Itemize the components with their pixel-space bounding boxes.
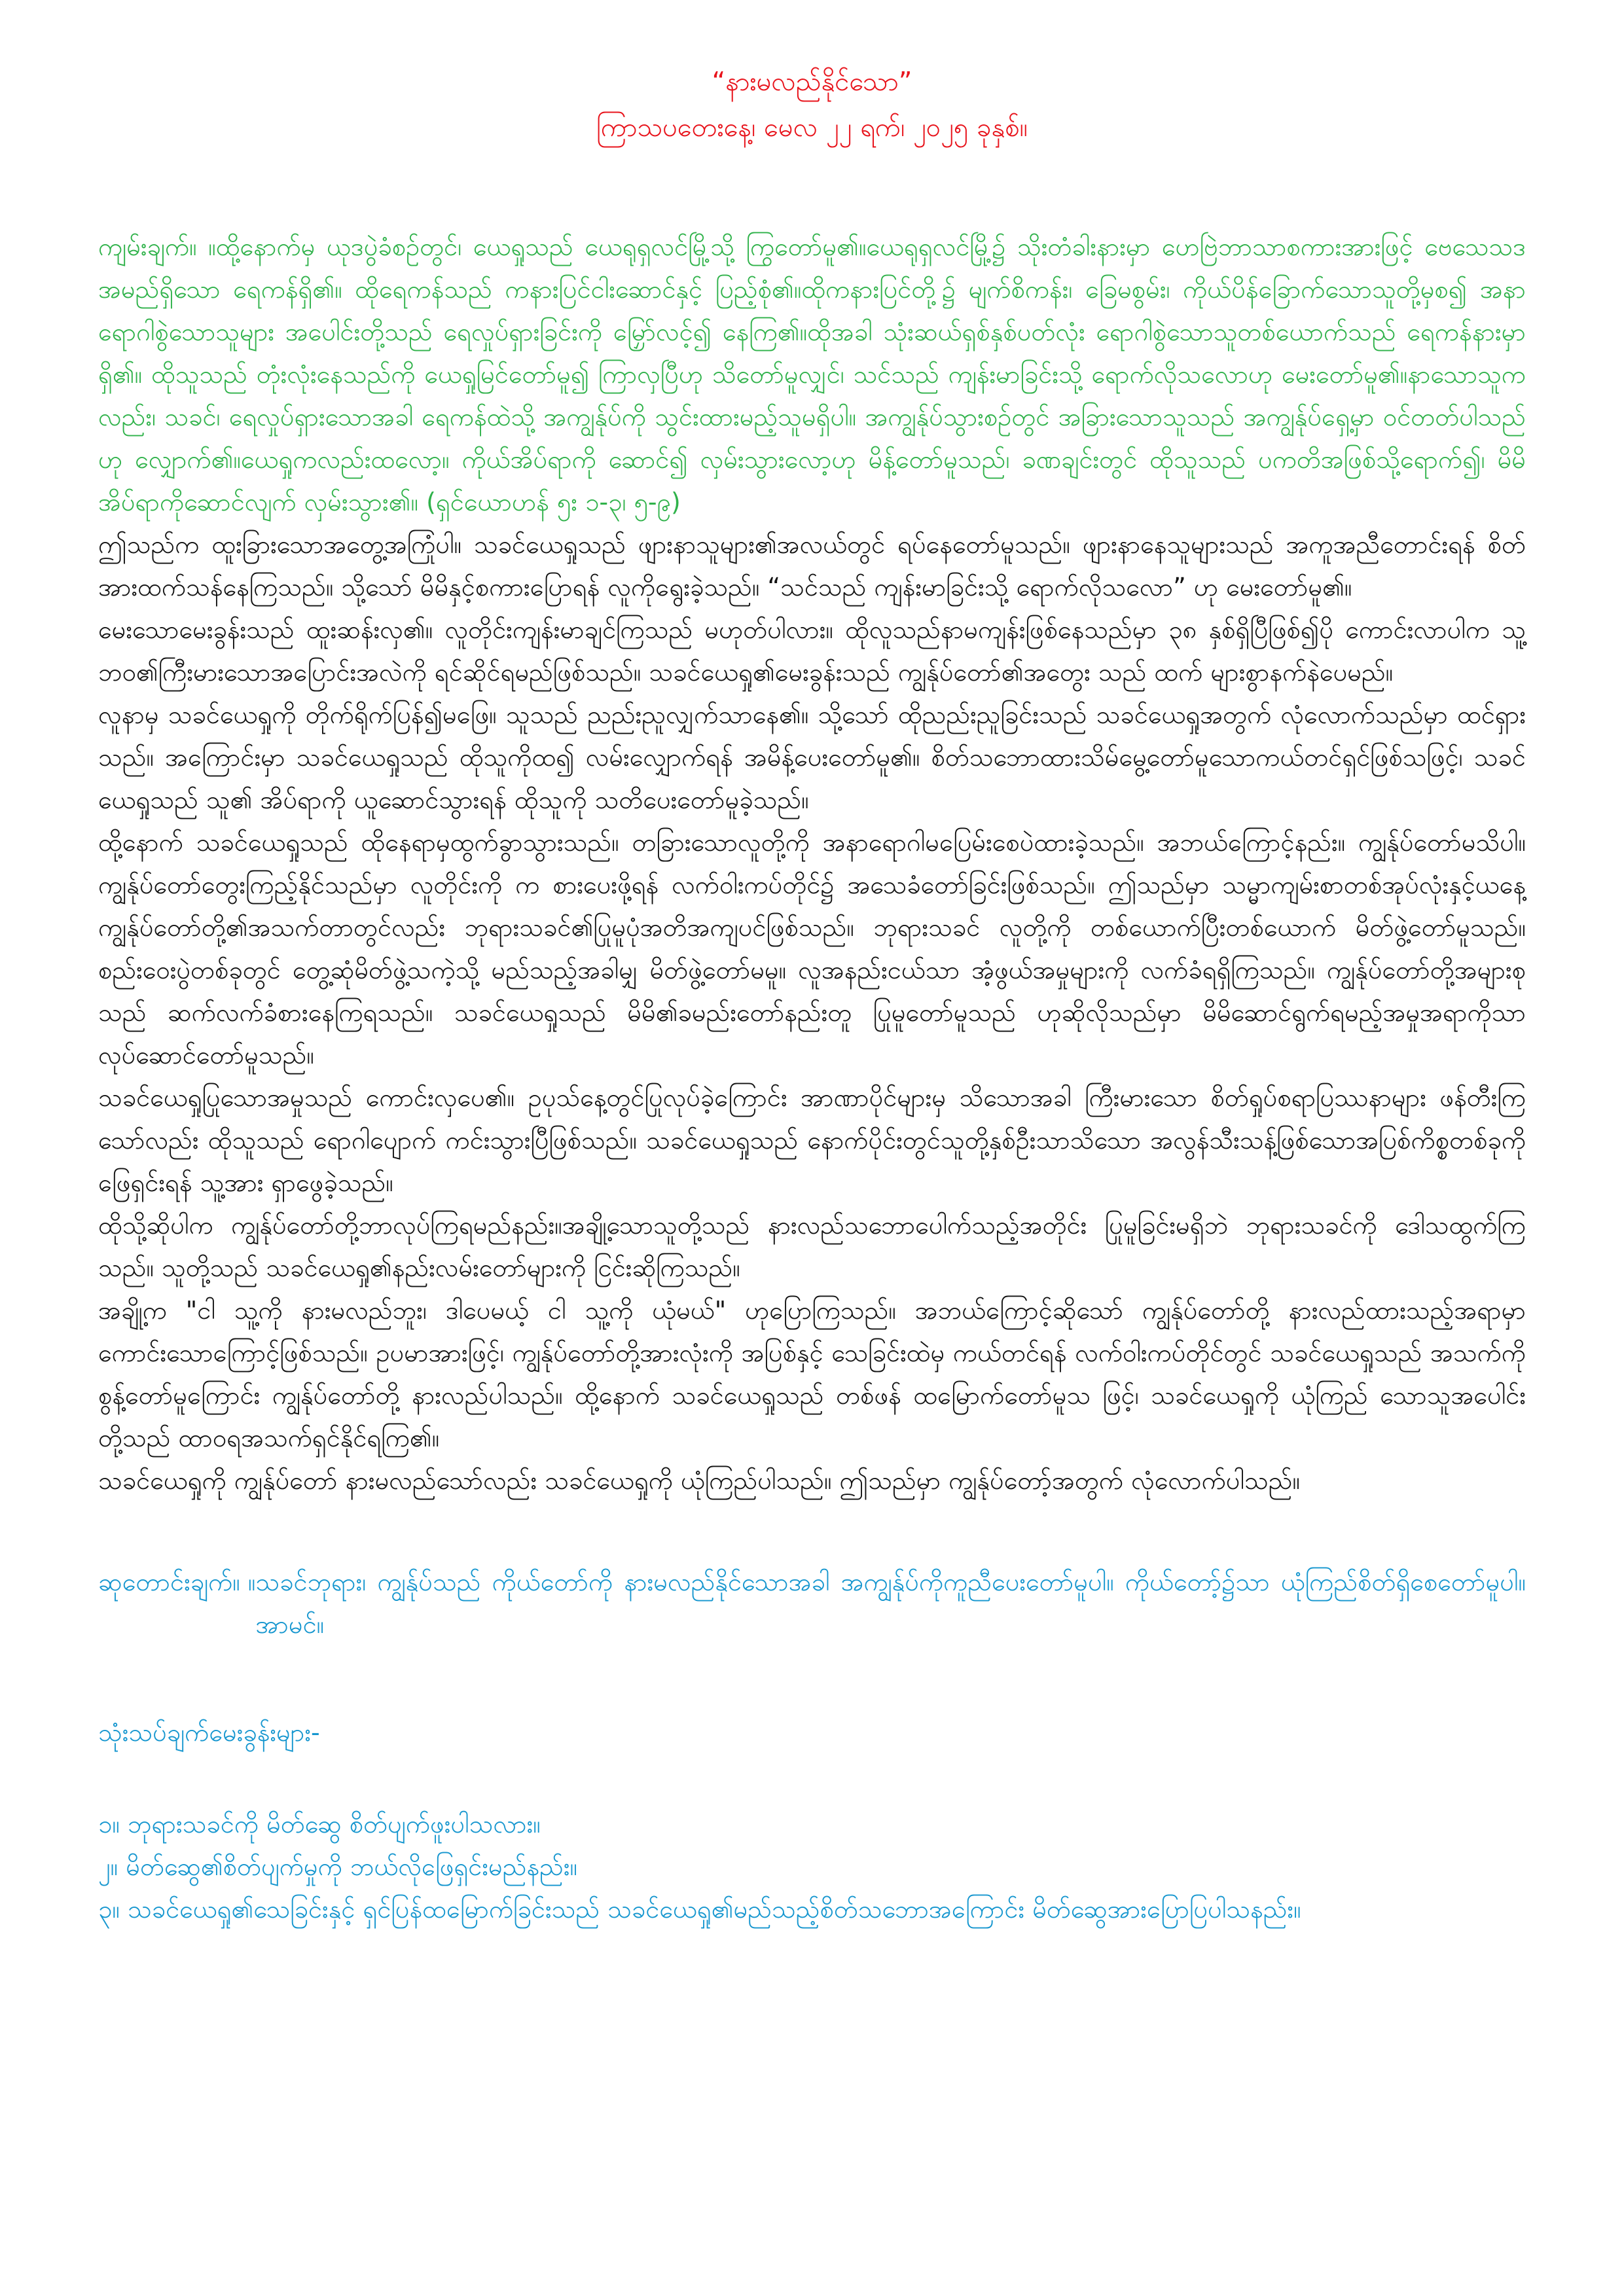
prayer-section (98, 1561, 1526, 1646)
prayer-label: ဆုတောင်းချက်။ ။ (98, 1568, 256, 1596)
reflection-questions-heading: သုံးသပ်ချက်မေးခွန်းများ- (98, 1718, 320, 1747)
reflection-question: ၃။ သခင်ယေရှု၏သေခြင်းနှင့် ရှင်ပြန်ထမြောက်ခြင်းသည် သခင်ယေရှု၏မည်သည့်စိတ်သဘောအကြောင်း မိတ်ဆွေအားပြောပြပါသနည်း။ (98, 1895, 1301, 1924)
prayer-text: သခင်ဘုရား၊ ကျွန်ုပ်သည် ကိုယ်တော်ကို နားမလည်နိုင်သောအခါ အကျွန်ုပ်ကိုကူညီပေးတော်မူပါ။ ကိုယ်တော့်၌သာ ယုံကြည်စိတ်ရှိစေတော်မူပါ။ အာမင်။ (255, 1568, 1526, 1639)
body-paragraph: အချို့က "ငါ သူ့ကို နားမလည်ဘူး၊ ဒါပေမယ့် ငါ သူ့ကို ယုံမယ်" ဟုပြောကြသည်။ အဘယ်ကြောင့်ဆိုသော် ကျွန်ုပ်တော်တို့ နားလည်ထားသည့်အရာမှာ ကောင်းသောကြောင့်ဖြစ်သည်။ ဥပမာအားဖြင့်၊ ကျွန်ုပ်တော်တို့အားလုံးကို အပြစ်နှင့် သေခြင်းထဲမှ ကယ်တင်ရန် လက်ဝါးကပ်တိုင်တွင် သခင်ယေရှုသည် အသက်ကို စွန့်တော်မူကြောင်း ကျွန်ုပ်တော်တို့ နားလည်ပါသည်။ ထို့နောက် သခင်ယေရှုသည် တစ်ဖန် ထမြောက်တော်မူသ ဖြင့်၊ သခင်ယေရှုကို ယုံကြည် သောသူအပေါင်းတို့သည် ထာဝရအသက်ရှင်နိုင်ရကြ၏။ (98, 1296, 1526, 1452)
scripture-passage: ကျမ်းချက်။ ။ထို့နောက်မှ ယုဒပွဲခံစဉ်တွင်၊ ယေရှုသည် ယေရုရှလင်မြို့သို့ ကြွတော်မူ၏။ယေရုရှလင်မြို့၌ သိုးတံခါးနားမှာ ဟေဗြဲဘာသာစကားအားဖြင့် ဗေသေသဒအမည်ရှိသော ရေကန်ရှိ၏။ ထိုရေကန်သည် ကနားပြင်ငါးဆောင်နှင့် ပြည့်စုံ၏။ထိုကနားပြင်တို့၌ မျက်စိကန်း၊ ခြေမစွမ်း၊ ကိုယ်ပိန်ခြောက်သောသူတို့မှစ၍ အနာရောဂါစွဲသောသူများ အပေါင်းတို့သည် ရေလှုပ်ရှားခြင်းကို မြှော်လင့်၍ နေကြ၏။ထိုအခါ သုံးဆယ်ရှစ်နှစ်ပတ်လုံး ရောဂါစွဲသောသူတစ်ယောက်သည် ရေကန်နားမှာရှိ၏။ ထိုသူသည် တုံးလုံးနေသည်ကို ယေရှုမြင်တော်မူ၍ ကြာလှပြီဟု သိတော်မူလျှင်၊ သင်သည် ကျန်းမာခြင်းသို့ ရောက်လိုသလောဟု မေးတော်မူ၏။နာသောသူကလည်း၊ သခင်၊ ရေလှုပ်ရှားသောအခါ ရေကန်ထဲသို့ အကျွန်ုပ်ကို သွင်းထားမည့်သူမရှိပါ။ အကျွန်ုပ်သွားစဉ်တွင် အခြားသောသူသည် အကျွန်ုပ်ရှေ့မှာ ဝင်တတ်ပါသည်ဟု လျှောက်၏။ယေရှုကလည်းထလော့။ ကိုယ်အိပ်ရာကို ဆောင်၍ လှမ်းသွားလော့ဟု မိန့်တော်မူသည်၊ ခဏချင်းတွင် ထိုသူသည် ပကတိအဖြစ်သို့ရောက်၍၊ မိမိအိပ်ရာကိုဆောင်လျက် လှမ်းသွား၏။ (ရှင်ယောဟန် ၅း ၁-၃၊ ၅-၉) (98, 232, 1526, 516)
body-paragraph: ထို့နောက် သခင်ယေရှုသည် ထိုနေရာမှထွက်ခွာသွားသည်။ တခြားသောလူတို့ကို အနာရောဂါမပြေမ်းစေပဲထားခဲ့သည်။ အဘယ်ကြောင့်နည်း။ ကျွန်ုပ်တော်မသိပါ။ ကျွန်ုပ်တော်တွေးကြည့်နိုင်သည်မှာ လူတိုင်းကို က စားပေးဖို့ရန် လက်ဝါးကပ်တိုင်၌ အသေခံတော်ခြင်းဖြစ်သည်။ ဤသည်မှာ သမ္မာကျမ်းစာတစ်အုပ်လုံးနှင့်ယနေ့ကျွန်ုပ်တော်တို့၏အသက်တာတွင်လည်း ဘုရားသခင်၏ပြုမူပုံအတိအကျပင်ဖြစ်သည်။ ဘုရားသခင် လူတို့ကို တစ်ယောက်ပြီးတစ်ယောက် မိတ်ဖွဲ့တော်မူသည်။ စည်းဝေးပွဲတစ်ခုတွင် တွေ့ဆုံမိတ်ဖွဲ့သကဲ့သို့ မည်သည့်အခါမျှ မိတ်ဖွဲ့တော်မမူ။ လူအနည်းငယ်သာ အံ့ဖွယ်အမှုများကို လက်ခံရရှိကြသည်။ ကျွန်ုပ်တော်တို့အများစုသည် ဆက်လက်ခံစားနေကြရသည်။ သခင်ယေရှုသည် မိမိ၏ခမည်းတော်နည်းတူ ပြုမူတော်မူသည် ဟုဆိုလိုသည်မှာ မိမိဆောင်ရွက်ရမည့်အမှုအရာကိုသာ လုပ်ဆောင်တော်မူသည်။ (98, 828, 1526, 1069)
devotional-body (98, 524, 1526, 1502)
body-paragraph: ဤသည်က ထူးခြားသောအတွေ့အကြုံပါ။ သခင်ယေရှုသည် ဖျားနာသူများ၏အလယ်တွင် ရပ်နေတော်မူသည်။ ဖျားနာနေသူများသည် အကူအညီတောင်းရန် စိတ်အားထက်သန်နေကြသည်။ သို့သော် မိမိနှင့်စကားပြောရန် လူကိုရွေးခဲ့သည်။ “သင်သည် ကျန်းမာခြင်းသို့ ရောက်လိုသလော” ဟု မေးတော်မူ၏။ (98, 530, 1526, 601)
devotional-title: “နားမလည်နိုင်သော” (712, 67, 912, 97)
reflection-question: ၁။ ဘုရားသခင်ကို မိတ်ဆွေ စိတ်ပျက်ဖူးပါသလား။ (98, 1810, 541, 1839)
devotional-date: ကြာသပတေးနေ့၊ မေလ ၂၂ ရက်၊ ၂၀၂၅ ခုနှစ်။ (596, 113, 1028, 143)
body-paragraph: ထိုသို့ဆိုပါက ကျွန်ုပ်တော်တို့ဘာလုပ်ကြရမည်နည်း။အချို့သောသူတို့သည် နားလည်သဘောပေါက်သည့်အတိုင်း ပြုမူခြင်းမရှိဘဲ ဘုရားသခင်ကို ဒေါသထွက်ကြသည်။ သူတို့သည် သခင်ယေရှု၏နည်းလမ်းတော်များကို ငြင်းဆိုကြသည်။ (98, 1211, 1526, 1282)
body-paragraph: လူနာမှ သခင်ယေရှုကို တိုက်ရိုက်ပြန်၍မဖြေ။ သူသည် ညည်းညူလျှက်သာနေ၏။ သို့သော် ထိုညည်းညူခြင်းသည် သခင်ယေရှုအတွက် လုံလောက်သည်မှာ ထင်ရှားသည်။ အကြောင်းမှာ သခင်ယေရှုသည် ထိုသူကိုထ၍ လမ်းလျှောက်ရန် အမိန့်ပေးတော်မူ၏။ စိတ်သဘောထားသိမ်မွေ့တော်မူသောကယ်တင်ရှင်ဖြစ်သဖြင့်၊ သခင်ယေရှုသည် သူ၏ အိပ်ရာကို ယူဆောင်သွားရန် ထိုသူကို သတိပေးတော်မူခဲ့သည်။ (98, 700, 1526, 814)
reflection-question: ၂။ မိတ်ဆွေ၏စိတ်ပျက်မှုကို ဘယ်လိုဖြေရှင်းမည်နည်း။ (98, 1852, 578, 1881)
body-paragraph: မေးသောမေးခွန်းသည် ထူးဆန်းလှ၏။ လူတိုင်းကျန်းမာချင်ကြသည် မဟုတ်ပါလား။ ထိုလူသည်နာမကျန်းဖြစ်နေသည်မှာ ၃၈ နှစ်ရှိပြီဖြစ်၍ပို ကောင်းလာပါက သူ့ဘဝ၏ကြီးမားသောအပြောင်းအလဲကို ရင်ဆိုင်ရမည်ဖြစ်သည်။ သခင်ယေရှု၏မေးခွန်းသည် ကျွန်ုပ်တော်၏အတွေး သည် ထက် များစွာနက်နဲပေမည်။ (98, 615, 1526, 687)
reflection-questions-list (98, 1803, 1526, 1931)
body-paragraph: သခင်ယေရှုပြုသောအမှုသည် ကောင်းလှပေ၏။ ဥပုသ်နေ့တွင်ပြုလုပ်ခဲ့ကြောင်း အာဏာပိုင်များမှ သိသောအခါ ကြီးမားသော စိတ်ရှုပ်စရာပြဿနာများ ဖန်တီးကြသော်လည်း ထိုသူသည် ရောဂါပျောက် ကင်းသွားပြီဖြစ်သည်။ သခင်ယေရှုသည် နောက်ပိုင်းတွင်သူတို့နှစ်ဦးသာသိသော အလွန်သီးသန့်ဖြစ်သောအပြစ်ကိစ္စတစ်ခုကို ဖြေရှင်းရန် သူ့အား ရှာဖွေခဲ့သည်။ (98, 1083, 1526, 1197)
body-paragraph: သခင်ယေရှုကို ကျွန်ုပ်တော် နားမလည်သော်လည်း သခင်ယေရှုကို ယုံကြည်ပါသည်။ ဤသည်မှာ ကျွန်ုပ်တော့်အတွက် လုံလောက်ပါသည်။ (98, 1466, 1301, 1495)
